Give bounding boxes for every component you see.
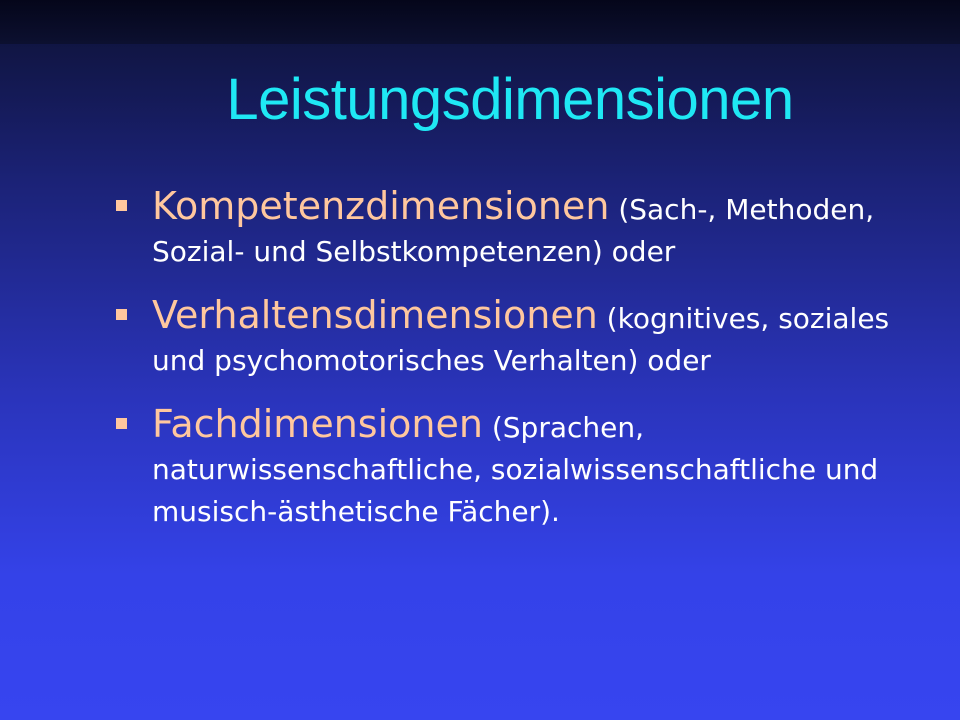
list-item xyxy=(112,404,892,533)
square-bullet-icon xyxy=(116,309,127,320)
bullet-detail: (Sprachen, naturwissenschaftliche, sozialwissenschaftliche und musisch-ästhetische Fächer). xyxy=(152,411,879,528)
bullet-list xyxy=(112,186,892,555)
bullet-term: Verhaltensdimensionen xyxy=(152,293,598,337)
bullet-detail: (kognitives, soziales und psychomotorisches Verhalten) oder xyxy=(152,302,890,377)
bullet-detail: (Sach-, Methoden, Sozial- und Selbstkompetenzen) oder xyxy=(152,193,875,268)
list-item xyxy=(112,186,892,273)
square-bullet-icon xyxy=(116,418,127,429)
bullet-term: Fachdimensionen xyxy=(152,402,483,446)
slide-top-band xyxy=(0,0,960,44)
bullet-text xyxy=(152,295,892,382)
square-bullet-icon xyxy=(116,200,127,211)
slide-title: Leistungsdimensionen xyxy=(226,67,794,132)
bullet-text xyxy=(152,186,892,273)
bullet-text xyxy=(152,404,892,533)
list-item xyxy=(112,295,892,382)
bullet-term: Kompetenzdimensionen xyxy=(152,184,610,228)
